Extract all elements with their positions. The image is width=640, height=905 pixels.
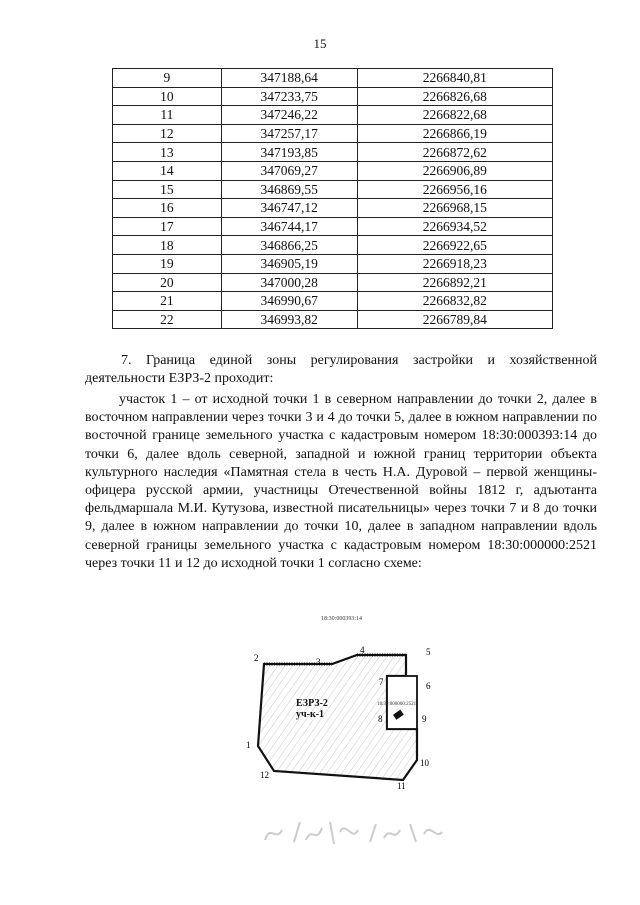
table-row — [113, 161, 553, 180]
x-coordinate-cell: 346905,19 — [221, 254, 357, 273]
point-label-4: 4 — [360, 645, 365, 655]
x-coordinate-cell: 347188,64 — [221, 69, 357, 88]
point-number-cell: 10 — [113, 87, 222, 106]
point-label-6: 6 — [426, 681, 431, 691]
table-row — [113, 180, 553, 199]
point-number-cell: 17 — [113, 217, 222, 236]
point-label-7: 7 — [379, 677, 384, 687]
section-7-heading — [85, 352, 597, 388]
point-number-cell: 22 — [113, 310, 222, 329]
x-coordinate-cell: 347246,22 — [221, 106, 357, 125]
y-coordinate-cell: 2266918,23 — [357, 254, 552, 273]
x-coordinate-cell: 347257,17 — [221, 124, 357, 143]
x-coordinate-cell: 347233,75 — [221, 87, 357, 106]
y-coordinate-cell: 2266872,62 — [357, 143, 552, 162]
y-coordinate-cell: 2266922,65 — [357, 236, 552, 255]
y-coordinate-cell: 2266906,89 — [357, 161, 552, 180]
zone-label: ЕЗРЗ-2 — [296, 698, 328, 709]
cadastral-top-label: 18:30:000393:14 — [321, 616, 363, 622]
point-number-cell: 19 — [113, 254, 222, 273]
point-number-cell: 13 — [113, 143, 222, 162]
page-number: 15 — [313, 36, 327, 51]
stamp-scribble — [260, 812, 450, 852]
y-coordinate-cell: 2266832,82 — [357, 292, 552, 311]
x-coordinate-cell: 346990,67 — [221, 292, 357, 311]
table-row — [113, 199, 553, 218]
section-label: уч-к-1 — [296, 709, 325, 720]
x-coordinate-cell: 347069,27 — [221, 161, 357, 180]
y-coordinate-cell: 2266866,19 — [357, 124, 552, 143]
table-row — [113, 236, 553, 255]
y-coordinate-cell: 2266934,52 — [357, 217, 552, 236]
point-number-cell: 21 — [113, 292, 222, 311]
point-number-cell: 18 — [113, 236, 222, 255]
table-row — [113, 273, 553, 292]
table-row — [113, 69, 553, 88]
boundary-scheme — [236, 610, 466, 790]
point-number-cell: 15 — [113, 180, 222, 199]
point-number-cell: 14 — [113, 161, 222, 180]
point-label-11: 11 — [397, 781, 406, 790]
table-row — [113, 124, 553, 143]
x-coordinate-cell: 346866,25 — [221, 236, 357, 255]
coordinates-table — [112, 68, 553, 329]
point-label-2: 2 — [254, 653, 259, 663]
point-label-3: 3 — [316, 657, 321, 667]
y-coordinate-cell: 2266956,16 — [357, 180, 552, 199]
point-number-cell: 9 — [113, 69, 222, 88]
point-number-cell: 11 — [113, 106, 222, 125]
point-label-12: 12 — [260, 770, 269, 780]
point-label-1: 1 — [246, 740, 251, 750]
y-coordinate-cell: 2266840,81 — [357, 69, 552, 88]
table-row — [113, 310, 553, 329]
table-row — [113, 254, 553, 273]
section-7-heading-text: 7. Граница единой зоны регулирования застройки и хозяйственной деятельности ЕЗРЗ-2 проходит: — [85, 353, 597, 387]
y-coordinate-cell: 2266826,68 — [357, 87, 552, 106]
table-row — [113, 106, 553, 125]
x-coordinate-cell: 346869,55 — [221, 180, 357, 199]
table-row — [113, 87, 553, 106]
point-number-cell: 16 — [113, 199, 222, 218]
section-7-body: участок 1 – от исходной точки 1 в северном направлении до точки 2, далее в восточном направлении через точки 3 и 4 до точки 5, далее в южном направлении по восточной границе земельного участка с кадастровым номером 18:30:000393:14 до точки 6, далее вдоль северной, западной и южной границ территории объекта культурного наследия «Памятная стела в честь Н.А. Дуровой – первой женщины-офицера русской армии, участницы Отечественной войны 1812 г, адъютанта фельдмаршала М.И. Кутузова, известной писательницы» через точки 7 и 8 до точки 9, далее в южном направлении до точки 10, далее в западном направлении вдоль северной границы земельного участка с кадастровым номером 18:30:000000:2521 через точки 11 и 12 до исходной точки 1 согласно схеме: — [85, 392, 597, 571]
point-label-5: 5 — [426, 647, 431, 657]
y-coordinate-cell: 2266968,15 — [357, 199, 552, 218]
y-coordinate-cell: 2266822,68 — [357, 106, 552, 125]
point-label-9: 9 — [422, 714, 427, 724]
point-label-10: 10 — [420, 758, 429, 768]
table-row — [113, 143, 553, 162]
x-coordinate-cell: 346993,82 — [221, 310, 357, 329]
table-row — [113, 217, 553, 236]
cadastral-inner-label: 18:30:000000:2521 — [377, 702, 417, 707]
y-coordinate-cell: 2266892,21 — [357, 273, 552, 292]
x-coordinate-cell: 346744,17 — [221, 217, 357, 236]
table-row — [113, 292, 553, 311]
y-coordinate-cell: 2266789,84 — [357, 310, 552, 329]
point-label-8: 8 — [378, 714, 383, 724]
x-coordinate-cell: 347193,85 — [221, 143, 357, 162]
point-number-cell: 20 — [113, 273, 222, 292]
point-number-cell: 12 — [113, 124, 222, 143]
x-coordinate-cell: 346747,12 — [221, 199, 357, 218]
x-coordinate-cell: 347000,28 — [221, 273, 357, 292]
